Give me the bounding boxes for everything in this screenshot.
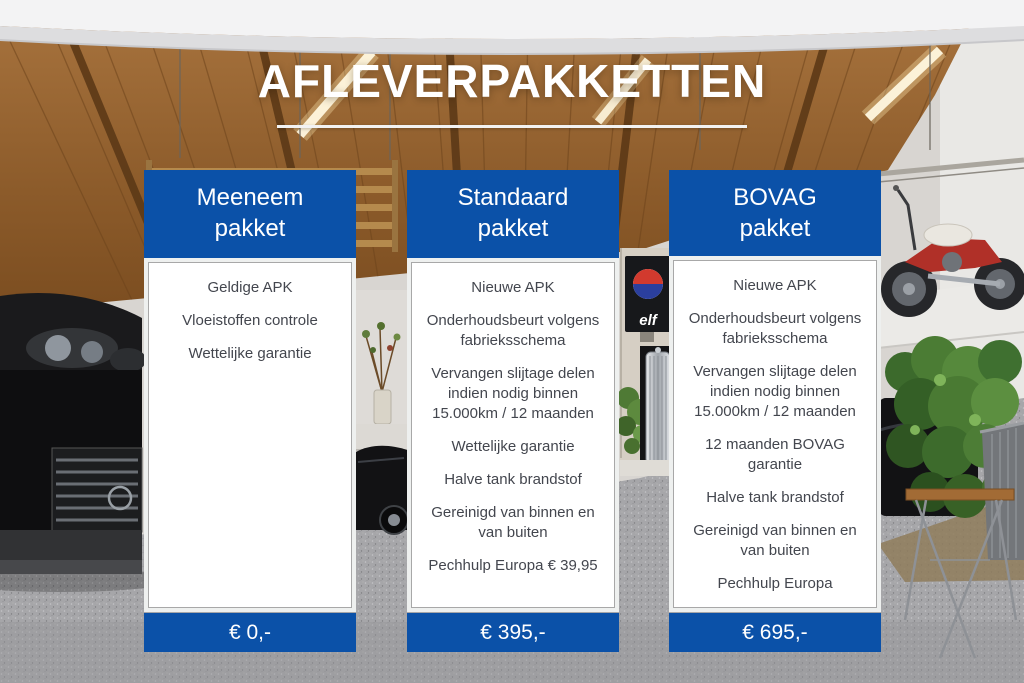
package-body — [407, 258, 619, 612]
package-title-line2: pakket — [214, 215, 286, 242]
package-item: Vervangen slijtage delen indien nodig binnen 15.000km / 12 maanden — [693, 363, 857, 420]
elf-sign-label: elf — [639, 312, 657, 329]
package-item: Nieuwe APK — [733, 277, 817, 294]
package-item: Gereinigd van binnen en van buiten — [431, 504, 595, 541]
title-underline — [277, 125, 747, 128]
classic-car-grille — [640, 346, 672, 470]
package-item: Halve tank brandstof — [444, 471, 582, 488]
package-item: Geldige APK — [207, 279, 293, 296]
package-item: Onderhoudsbeurt volgens fabrieksschema — [426, 312, 600, 349]
package-item: Vloeistoffen controle — [182, 312, 318, 329]
package-title-line1: BOVAG — [733, 184, 817, 211]
package-items — [411, 262, 615, 608]
package-title — [407, 170, 619, 258]
page-title: AFLEVERPAKKETTEN — [257, 55, 767, 107]
package-card-bovag — [669, 170, 881, 652]
package-items — [673, 260, 877, 608]
elf-sign — [625, 256, 671, 332]
package-price: € 0,- — [144, 613, 356, 652]
package-item: Pechhulp Europa € 39,95 — [428, 557, 598, 574]
package-price: € 395,- — [407, 613, 619, 652]
package-item: Halve tank brandstof — [706, 489, 844, 506]
elf-column-decor — [616, 248, 672, 476]
package-title — [669, 170, 881, 256]
ceiling-duct — [0, 0, 1024, 54]
package-title-line2: pakket — [477, 215, 549, 242]
package-item: Pechhulp Europa — [717, 575, 833, 592]
package-title-line1: Meeneem — [196, 184, 304, 211]
package-title-line2: pakket — [739, 215, 811, 242]
package-title-line1: Standaard — [457, 184, 569, 211]
package-card-standaard — [407, 170, 619, 652]
package-title — [144, 170, 356, 258]
package-item: Vervangen slijtage delen indien nodig binnen 15.000km / 12 maanden — [431, 365, 595, 422]
package-card-meeneem — [144, 170, 356, 652]
package-item: Wettelijke garantie — [188, 345, 312, 362]
package-items — [148, 262, 352, 608]
package-item: 12 maanden BOVAG garantie — [705, 436, 845, 473]
package-item: Wettelijke garantie — [451, 438, 575, 455]
package-body — [144, 258, 356, 612]
package-item: Gereinigd van binnen en van buiten — [693, 522, 857, 559]
package-item: Nieuwe APK — [471, 279, 555, 296]
package-body — [669, 256, 881, 612]
package-price: € 695,- — [669, 613, 881, 652]
package-item: Onderhoudsbeurt volgens fabrieksschema — [688, 310, 862, 347]
